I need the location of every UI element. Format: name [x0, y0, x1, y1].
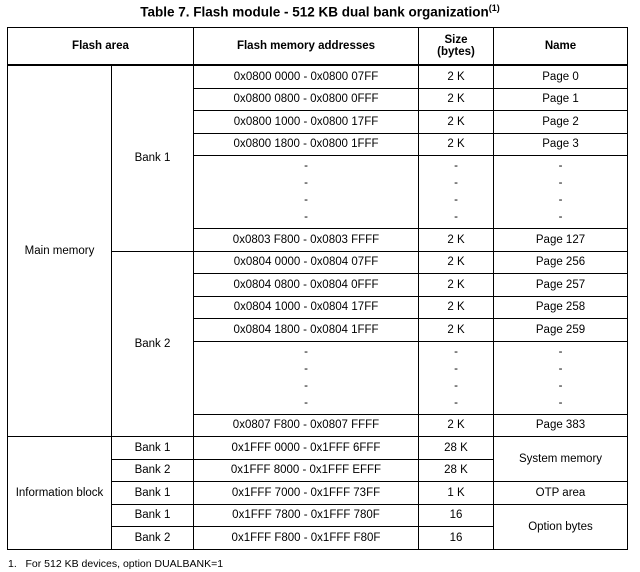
- information-block-label: Information block: [8, 437, 112, 550]
- ellipsis-dash: -: [454, 345, 458, 358]
- address-cell: 0x0800 1800 - 0x0800 1FFF: [194, 133, 419, 156]
- ellipsis-dash: -: [304, 362, 308, 375]
- header-name: Name: [494, 28, 628, 66]
- ellipsis-dash: -: [454, 362, 458, 375]
- ellipsis-dash: -: [558, 211, 563, 223]
- ellipsis-dash: -: [304, 345, 308, 358]
- size-cell: 2 K: [419, 319, 494, 342]
- ellipsis-dash: -: [304, 211, 308, 223]
- name-cell: Page 0: [494, 65, 628, 88]
- main-memory-label: Main memory: [8, 65, 112, 437]
- header-addresses: Flash memory addresses: [194, 28, 419, 66]
- footnote-ref: (1): [488, 3, 500, 13]
- bank-label: Bank 1: [112, 65, 194, 251]
- name-cell: Page 127: [494, 229, 628, 252]
- address-cell: 0x0807 F800 - 0x0807 FFFF: [194, 414, 419, 437]
- name-cell: [494, 156, 628, 229]
- address-cell: 0x1FFF 7000 - 0x1FFF 73FF: [194, 482, 419, 505]
- bank-label: Bank 2: [112, 459, 194, 482]
- size-cell: 28 K: [419, 459, 494, 482]
- address-cell: 0x0800 1000 - 0x0800 17FF: [194, 111, 419, 134]
- name-cell: Page 1: [494, 88, 628, 111]
- address-cell: 0x1FFF F800 - 0x1FFF F80F: [194, 527, 419, 550]
- ellipsis-dash: -: [558, 160, 563, 172]
- address-cell: 0x0800 0000 - 0x0800 07FF: [194, 65, 419, 88]
- ellipsis-dash: -: [558, 362, 563, 375]
- size-cell: 16: [419, 504, 494, 527]
- size-cell: [419, 156, 494, 229]
- name-cell: Page 258: [494, 296, 628, 319]
- title-text: Table 7. Flash module - 512 KB dual bank organization: [140, 4, 489, 20]
- bank-label: Bank 1: [112, 504, 194, 527]
- size-cell: 2 K: [419, 274, 494, 297]
- ellipsis-dash: -: [454, 211, 458, 223]
- ellipsis-dash: -: [304, 396, 308, 409]
- footnote: 1. For 512 KB devices, option DUALBANK=1: [8, 558, 224, 570]
- bank-label: Bank 2: [112, 251, 194, 437]
- size-cell: 2 K: [419, 88, 494, 111]
- size-cell: 16: [419, 527, 494, 550]
- size-cell: 1 K: [419, 482, 494, 505]
- bank-label: Bank 1: [112, 482, 194, 505]
- table-row: [8, 437, 628, 460]
- address-cell: 0x0804 0800 - 0x0804 0FFF: [194, 274, 419, 297]
- name-cell: Option bytes: [494, 504, 628, 549]
- ellipsis-dash: -: [558, 177, 563, 189]
- name-cell: Page 259: [494, 319, 628, 342]
- flash-organization-table: [7, 27, 628, 550]
- name-cell: OTP area: [494, 482, 628, 505]
- ellipsis-dash: -: [558, 396, 563, 409]
- address-cell: 0x1FFF 0000 - 0x1FFF 6FFF: [194, 437, 419, 460]
- table-row: [8, 65, 628, 88]
- size-cell: 2 K: [419, 111, 494, 134]
- address-cell: [194, 341, 419, 414]
- name-cell: Page 2: [494, 111, 628, 134]
- bank-label: Bank 1: [112, 437, 194, 460]
- address-cell: 0x1FFF 8000 - 0x1FFF EFFF: [194, 459, 419, 482]
- size-cell: 2 K: [419, 414, 494, 437]
- ellipsis-dash: -: [454, 160, 458, 172]
- header-row: [8, 28, 628, 66]
- address-cell: 0x1FFF 7800 - 0x1FFF 780F: [194, 504, 419, 527]
- name-cell: [494, 341, 628, 414]
- name-cell: Page 256: [494, 251, 628, 274]
- address-cell: [194, 156, 419, 229]
- ellipsis-dash: -: [454, 194, 458, 206]
- name-cell: System memory: [494, 437, 628, 482]
- ellipsis-dash: -: [454, 177, 458, 189]
- size-cell: [419, 341, 494, 414]
- ellipsis-dash: -: [304, 194, 308, 206]
- ellipsis-dash: -: [304, 160, 308, 172]
- address-cell: 0x0804 1800 - 0x0804 1FFF: [194, 319, 419, 342]
- size-cell: 2 K: [419, 296, 494, 319]
- size-cell: 2 K: [419, 251, 494, 274]
- size-cell: 28 K: [419, 437, 494, 460]
- ellipsis-dash: -: [304, 177, 308, 189]
- address-cell: 0x0804 0000 - 0x0804 07FF: [194, 251, 419, 274]
- size-cell: 2 K: [419, 229, 494, 252]
- size-cell: 2 K: [419, 65, 494, 88]
- name-cell: Page 3: [494, 133, 628, 156]
- ellipsis-dash: -: [304, 379, 308, 392]
- header-flash-area: Flash area: [8, 28, 194, 66]
- address-cell: 0x0800 0800 - 0x0800 0FFF: [194, 88, 419, 111]
- header-size: Size (bytes): [419, 28, 494, 66]
- table-title: [0, 3, 640, 20]
- name-cell: Page 257: [494, 274, 628, 297]
- address-cell: 0x0804 1000 - 0x0804 17FF: [194, 296, 419, 319]
- name-cell: Page 383: [494, 414, 628, 437]
- size-cell: 2 K: [419, 133, 494, 156]
- address-cell: 0x0803 F800 - 0x0803 FFFF: [194, 229, 419, 252]
- ellipsis-dash: -: [558, 194, 563, 206]
- ellipsis-dash: -: [558, 379, 563, 392]
- ellipsis-dash: -: [454, 379, 458, 392]
- ellipsis-dash: -: [558, 345, 563, 358]
- bank-label: Bank 2: [112, 527, 194, 550]
- ellipsis-dash: -: [454, 396, 458, 409]
